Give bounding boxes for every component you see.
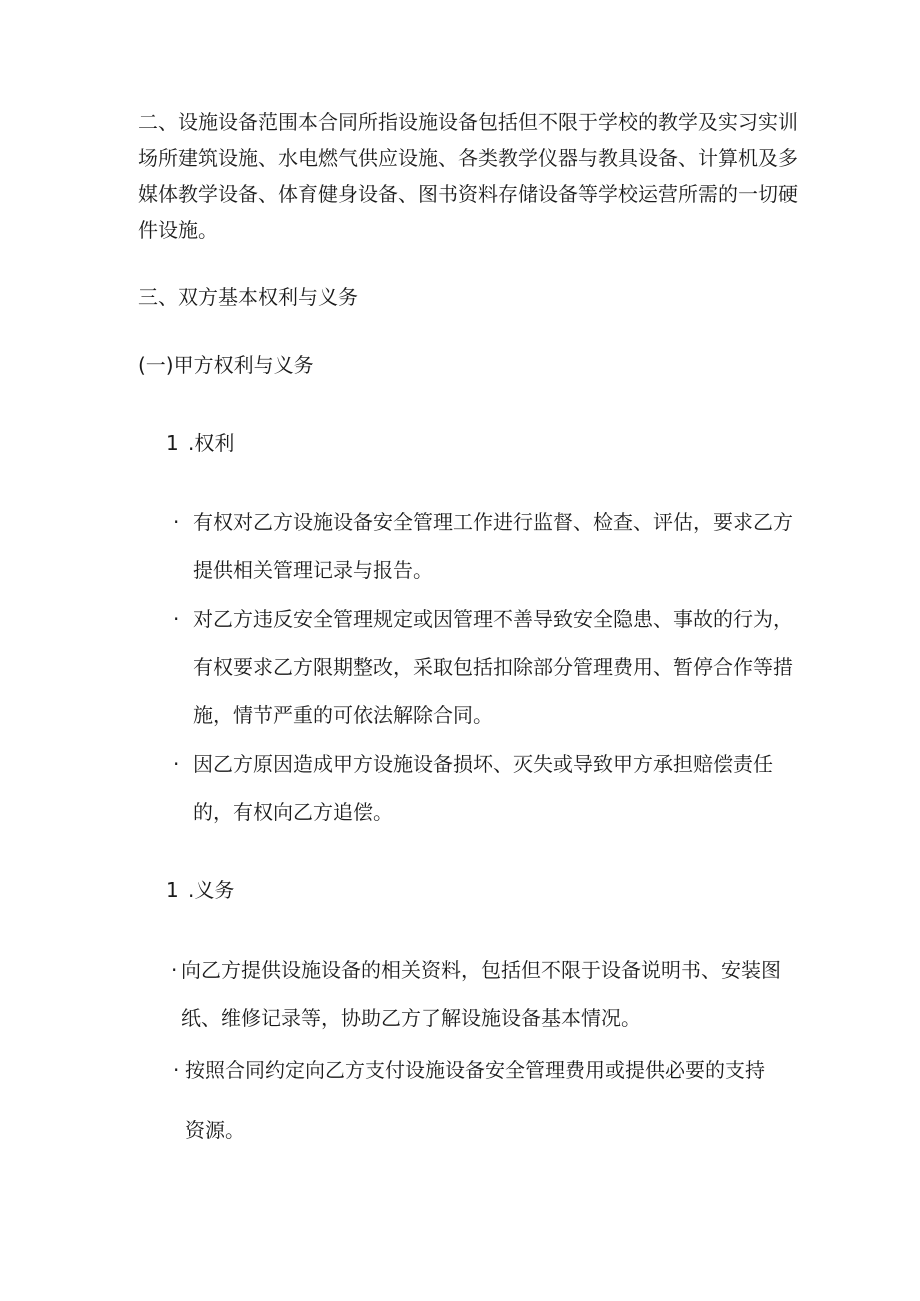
- duties-label: .义务: [188, 878, 235, 902]
- duties-item-1: [171, 946, 791, 1042]
- duties-item-text: [181, 946, 791, 1042]
- rights-heading: [166, 428, 234, 458]
- rights-number: 1: [166, 431, 179, 455]
- duties-number: 1: [166, 878, 179, 902]
- duties-item-text: 按照合同约定向乙方支付设施设备安全管理费用或提供必要的支持资源。: [185, 1058, 765, 1142]
- rights-item-text: 对乙方违反安全管理规定或因管理不善导致安全隐患、事故的行为，有权要求乙方限期整改，采取包括扣除部分管理费用、暂停合作等措施，情节严重的可依法解除合同。: [193, 607, 793, 727]
- duties-heading: [166, 875, 234, 905]
- rights-label: .权利: [188, 431, 235, 455]
- bullet-dot: ·: [173, 510, 180, 534]
- duties-item-text-content: 向乙方提供设施设备的相关资料，包括但不限于设备说明书、安装图纸、维修记录等，协助乙方了解设施设备基本情况。: [181, 958, 781, 1030]
- duties-item-2: [173, 1040, 765, 1160]
- bullet-dot: ·: [173, 752, 180, 776]
- section-3-title: 三、双方基本权利与义务: [138, 285, 358, 309]
- rights-item-1: [173, 498, 793, 594]
- bullet-dot: ·: [173, 607, 180, 631]
- rights-item-text: 因乙方原因造成甲方设施设备损坏、灭失或导致甲方承担赔偿责任的，有权向乙方追偿。: [193, 752, 773, 824]
- rights-item-3: [173, 740, 793, 836]
- bullet-dot: ·: [171, 958, 178, 982]
- party-a-title: (一)甲方权利与义务: [138, 353, 314, 377]
- rights-item-2: [173, 595, 795, 739]
- section-2-paragraph: 二、设施设备范围本合同所指设施设备包括但不限于学校的教学及实习实训场所建筑设施、水电燃气供应设施、各类教学仪器与教具设备、计算机及多媒体教学设备、体育健身设备、图书资料存储设备等学校运营所需的一切硬件设施。: [138, 110, 798, 242]
- rights-item-text: 有权对乙方设施设备安全管理工作进行监督、检查、评估，要求乙方提供相关管理记录与报告。: [193, 510, 793, 582]
- bullet-dot: ·: [173, 1058, 180, 1082]
